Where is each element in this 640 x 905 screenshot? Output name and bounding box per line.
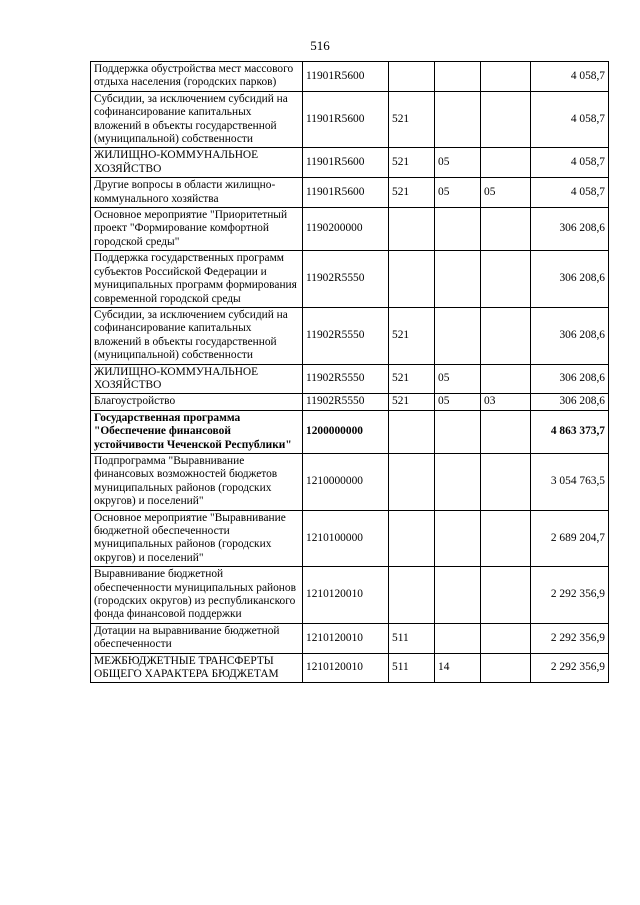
row-code-cell: 11902R5550 — [303, 307, 389, 364]
row-name-cell: Поддержка государственных программ субъектов Российской Федерации и муниципальных программ формирования современной городской среды — [91, 251, 303, 308]
row-amount-cell: 4 058,7 — [531, 91, 609, 148]
row-amount-cell: 2 292 356,9 — [531, 653, 609, 683]
row-section-cell: 05 — [435, 364, 481, 394]
row-expense-type-cell: 521 — [389, 307, 435, 364]
row-section-cell — [435, 251, 481, 308]
row-section-cell — [435, 567, 481, 624]
row-expense-type-cell — [389, 251, 435, 308]
row-expense-type-cell — [389, 510, 435, 567]
table-row — [91, 91, 609, 148]
row-amount-cell: 2 292 356,9 — [531, 567, 609, 624]
row-name-cell: ЖИЛИЩНО-КОММУНАЛЬНОЕ ХОЗЯЙСТВО — [91, 364, 303, 394]
row-section-cell — [435, 410, 481, 453]
row-amount-cell: 4 058,7 — [531, 62, 609, 92]
row-code-cell: 1200000000 — [303, 410, 389, 453]
row-code-cell: 11901R5600 — [303, 148, 389, 178]
row-name-cell: Государственная программа "Обеспечение финансовой устойчивости Чеченской Республики" — [91, 410, 303, 453]
row-section-cell — [435, 208, 481, 251]
row-code-cell: 1210100000 — [303, 510, 389, 567]
row-expense-type-cell: 521 — [389, 178, 435, 208]
page-number: 516 — [310, 38, 330, 53]
row-expense-type-cell — [389, 62, 435, 92]
row-subsection-cell: 05 — [481, 178, 531, 208]
row-code-cell: 11902R5550 — [303, 251, 389, 308]
row-code-cell: 11902R5550 — [303, 394, 389, 410]
row-name-cell: Основное мероприятие "Выравнивание бюджетной обеспеченности муниципальных районов (городских округов) и поселений" — [91, 510, 303, 567]
table-row — [91, 208, 609, 251]
row-code-cell: 11901R5600 — [303, 62, 389, 92]
row-section-cell — [435, 510, 481, 567]
row-name-cell: Подпрограмма "Выравнивание финансовых возможностей бюджетов муниципальных районов (городских округов) и поселений" — [91, 453, 303, 510]
row-subsection-cell — [481, 410, 531, 453]
row-subsection-cell — [481, 208, 531, 251]
row-subsection-cell — [481, 91, 531, 148]
row-expense-type-cell: 521 — [389, 148, 435, 178]
row-subsection-cell — [481, 623, 531, 653]
row-expense-type-cell — [389, 567, 435, 624]
row-name-cell: Поддержка обустройства мест массового отдыха населения (городских парков) — [91, 62, 303, 92]
row-amount-cell: 4 058,7 — [531, 148, 609, 178]
table-row — [91, 251, 609, 308]
row-amount-cell: 4 863 373,7 — [531, 410, 609, 453]
row-subsection-cell: 03 — [481, 394, 531, 410]
row-subsection-cell — [481, 453, 531, 510]
row-subsection-cell — [481, 251, 531, 308]
row-name-cell: МЕЖБЮДЖЕТНЫЕ ТРАНСФЕРТЫ ОБЩЕГО ХАРАКТЕРА БЮДЖЕТАМ — [91, 653, 303, 683]
row-name-cell: Благоустройство — [91, 394, 303, 410]
table-row — [91, 178, 609, 208]
row-subsection-cell — [481, 148, 531, 178]
row-name-cell: ЖИЛИЩНО-КОММУНАЛЬНОЕ ХОЗЯЙСТВО — [91, 148, 303, 178]
row-amount-cell: 306 208,6 — [531, 364, 609, 394]
row-expense-type-cell: 511 — [389, 653, 435, 683]
row-code-cell: 1210120010 — [303, 653, 389, 683]
row-subsection-cell — [481, 653, 531, 683]
table-row — [91, 453, 609, 510]
table-row — [91, 567, 609, 624]
row-code-cell: 1210120010 — [303, 567, 389, 624]
row-name-cell: Субсидии, за исключением субсидий на софинансирование капитальных вложений в объекты государственной (муниципальной) собственности — [91, 307, 303, 364]
row-name-cell: Дотации на выравнивание бюджетной обеспеченности — [91, 623, 303, 653]
row-expense-type-cell: 521 — [389, 91, 435, 148]
row-expense-type-cell: 521 — [389, 394, 435, 410]
row-subsection-cell — [481, 307, 531, 364]
row-name-cell: Выравнивание бюджетной обеспеченности муниципальных районов (городских округов) из республиканского фонда финансовой поддержки — [91, 567, 303, 624]
row-section-cell: 05 — [435, 148, 481, 178]
row-expense-type-cell: 521 — [389, 364, 435, 394]
table-row — [91, 364, 609, 394]
row-amount-cell: 3 054 763,5 — [531, 453, 609, 510]
table-row — [91, 148, 609, 178]
table-row — [91, 62, 609, 92]
row-code-cell: 1210120010 — [303, 623, 389, 653]
table-row — [91, 510, 609, 567]
row-section-cell — [435, 91, 481, 148]
row-amount-cell: 306 208,6 — [531, 394, 609, 410]
row-amount-cell: 306 208,6 — [531, 307, 609, 364]
row-name-cell: Субсидии, за исключением субсидий на софинансирование капитальных вложений в объекты государственной (муниципальной) собственности — [91, 91, 303, 148]
row-name-cell: Другие вопросы в области жилищно-коммунального хозяйства — [91, 178, 303, 208]
table-row — [91, 623, 609, 653]
row-section-cell — [435, 62, 481, 92]
row-section-cell: 05 — [435, 394, 481, 410]
row-name-cell: Основное мероприятие "Приоритетный проект "Формирование комфортной городской среды" — [91, 208, 303, 251]
row-amount-cell: 306 208,6 — [531, 208, 609, 251]
row-code-cell: 11901R5600 — [303, 178, 389, 208]
row-subsection-cell — [481, 364, 531, 394]
row-section-cell — [435, 453, 481, 510]
table-row — [91, 394, 609, 410]
row-amount-cell: 306 208,6 — [531, 251, 609, 308]
row-expense-type-cell: 511 — [389, 623, 435, 653]
row-code-cell: 1210000000 — [303, 453, 389, 510]
row-subsection-cell — [481, 62, 531, 92]
row-section-cell: 14 — [435, 653, 481, 683]
row-section-cell — [435, 307, 481, 364]
row-code-cell: 11901R5600 — [303, 91, 389, 148]
row-section-cell — [435, 623, 481, 653]
row-subsection-cell — [481, 567, 531, 624]
row-amount-cell: 4 058,7 — [531, 178, 609, 208]
row-expense-type-cell — [389, 208, 435, 251]
row-amount-cell: 2 689 204,7 — [531, 510, 609, 567]
budget-table-body — [91, 62, 609, 683]
row-amount-cell: 2 292 356,9 — [531, 623, 609, 653]
row-code-cell: 1190200000 — [303, 208, 389, 251]
row-code-cell: 11902R5550 — [303, 364, 389, 394]
table-row — [91, 307, 609, 364]
row-section-cell: 05 — [435, 178, 481, 208]
budget-table — [90, 61, 609, 683]
row-expense-type-cell — [389, 410, 435, 453]
table-row — [91, 410, 609, 453]
row-expense-type-cell — [389, 453, 435, 510]
row-subsection-cell — [481, 510, 531, 567]
table-row — [91, 653, 609, 683]
